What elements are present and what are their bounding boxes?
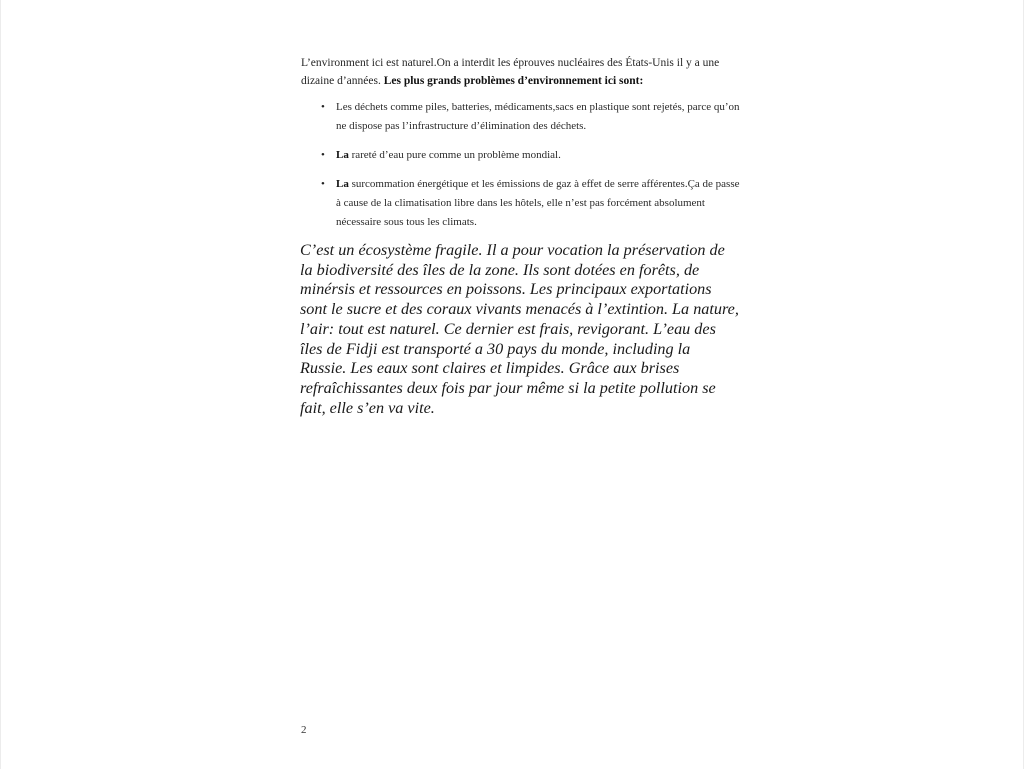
list-item-lead: La xyxy=(336,178,349,190)
list-item-text: surcommation énergétique et les émissions de gaz à effet de serre afférentes.Ça de passe à cause de la climatisation libre dans les hôtels, elle n’est pas forcément absolument nécessaire sous tous les climats. xyxy=(336,178,740,228)
intro-text: L’environment ici est naturel.On a interdit les éprouves nucléaires des États-Unis il y a une dizaine d’années. xyxy=(301,57,720,87)
list-item xyxy=(301,146,741,165)
intro-paragraph xyxy=(301,54,741,90)
list-item-lead: La xyxy=(336,149,349,161)
problem-list xyxy=(301,98,741,242)
list-item xyxy=(301,98,741,136)
list-item xyxy=(301,175,741,232)
list-item-text: rareté d’eau pure comme un problème mondial. xyxy=(348,149,561,161)
page-number: 2 xyxy=(301,724,307,736)
essay-paragraph: C’est un écosystème fragile. Il a pour vocation la préservation de la biodiversité des îles de la zone. Ils sont dotées en forêts, de minérsis et ressources en poissons. Les principaux exportations sont le sucre et des coraux vivants menacés à l’extintion. La nature, l’air: tout est naturel. Ce dernier est frais, revigorant. L’eau des îles de Fidji est transporté a 30 pays du monde, including la Russie. Les eaux sont claires et limpides. Grâce aux brises refraîchissantes deux fois par jour même si la petite pollution se fait, elle s’en va vite. xyxy=(300,241,739,417)
bullet-icon: • xyxy=(321,101,325,113)
bullet-icon: • xyxy=(321,178,325,190)
bullet-icon: • xyxy=(321,149,325,161)
list-item-text: Les déchets comme piles, batteries, médicaments,sacs en plastique sont rejetés, parce qu’on ne dispose pas l’infrastructure d’élimination des déchets. xyxy=(336,101,740,132)
intro-bold-heading: Les plus grands problèmes d’environnement ici sont: xyxy=(383,75,644,87)
